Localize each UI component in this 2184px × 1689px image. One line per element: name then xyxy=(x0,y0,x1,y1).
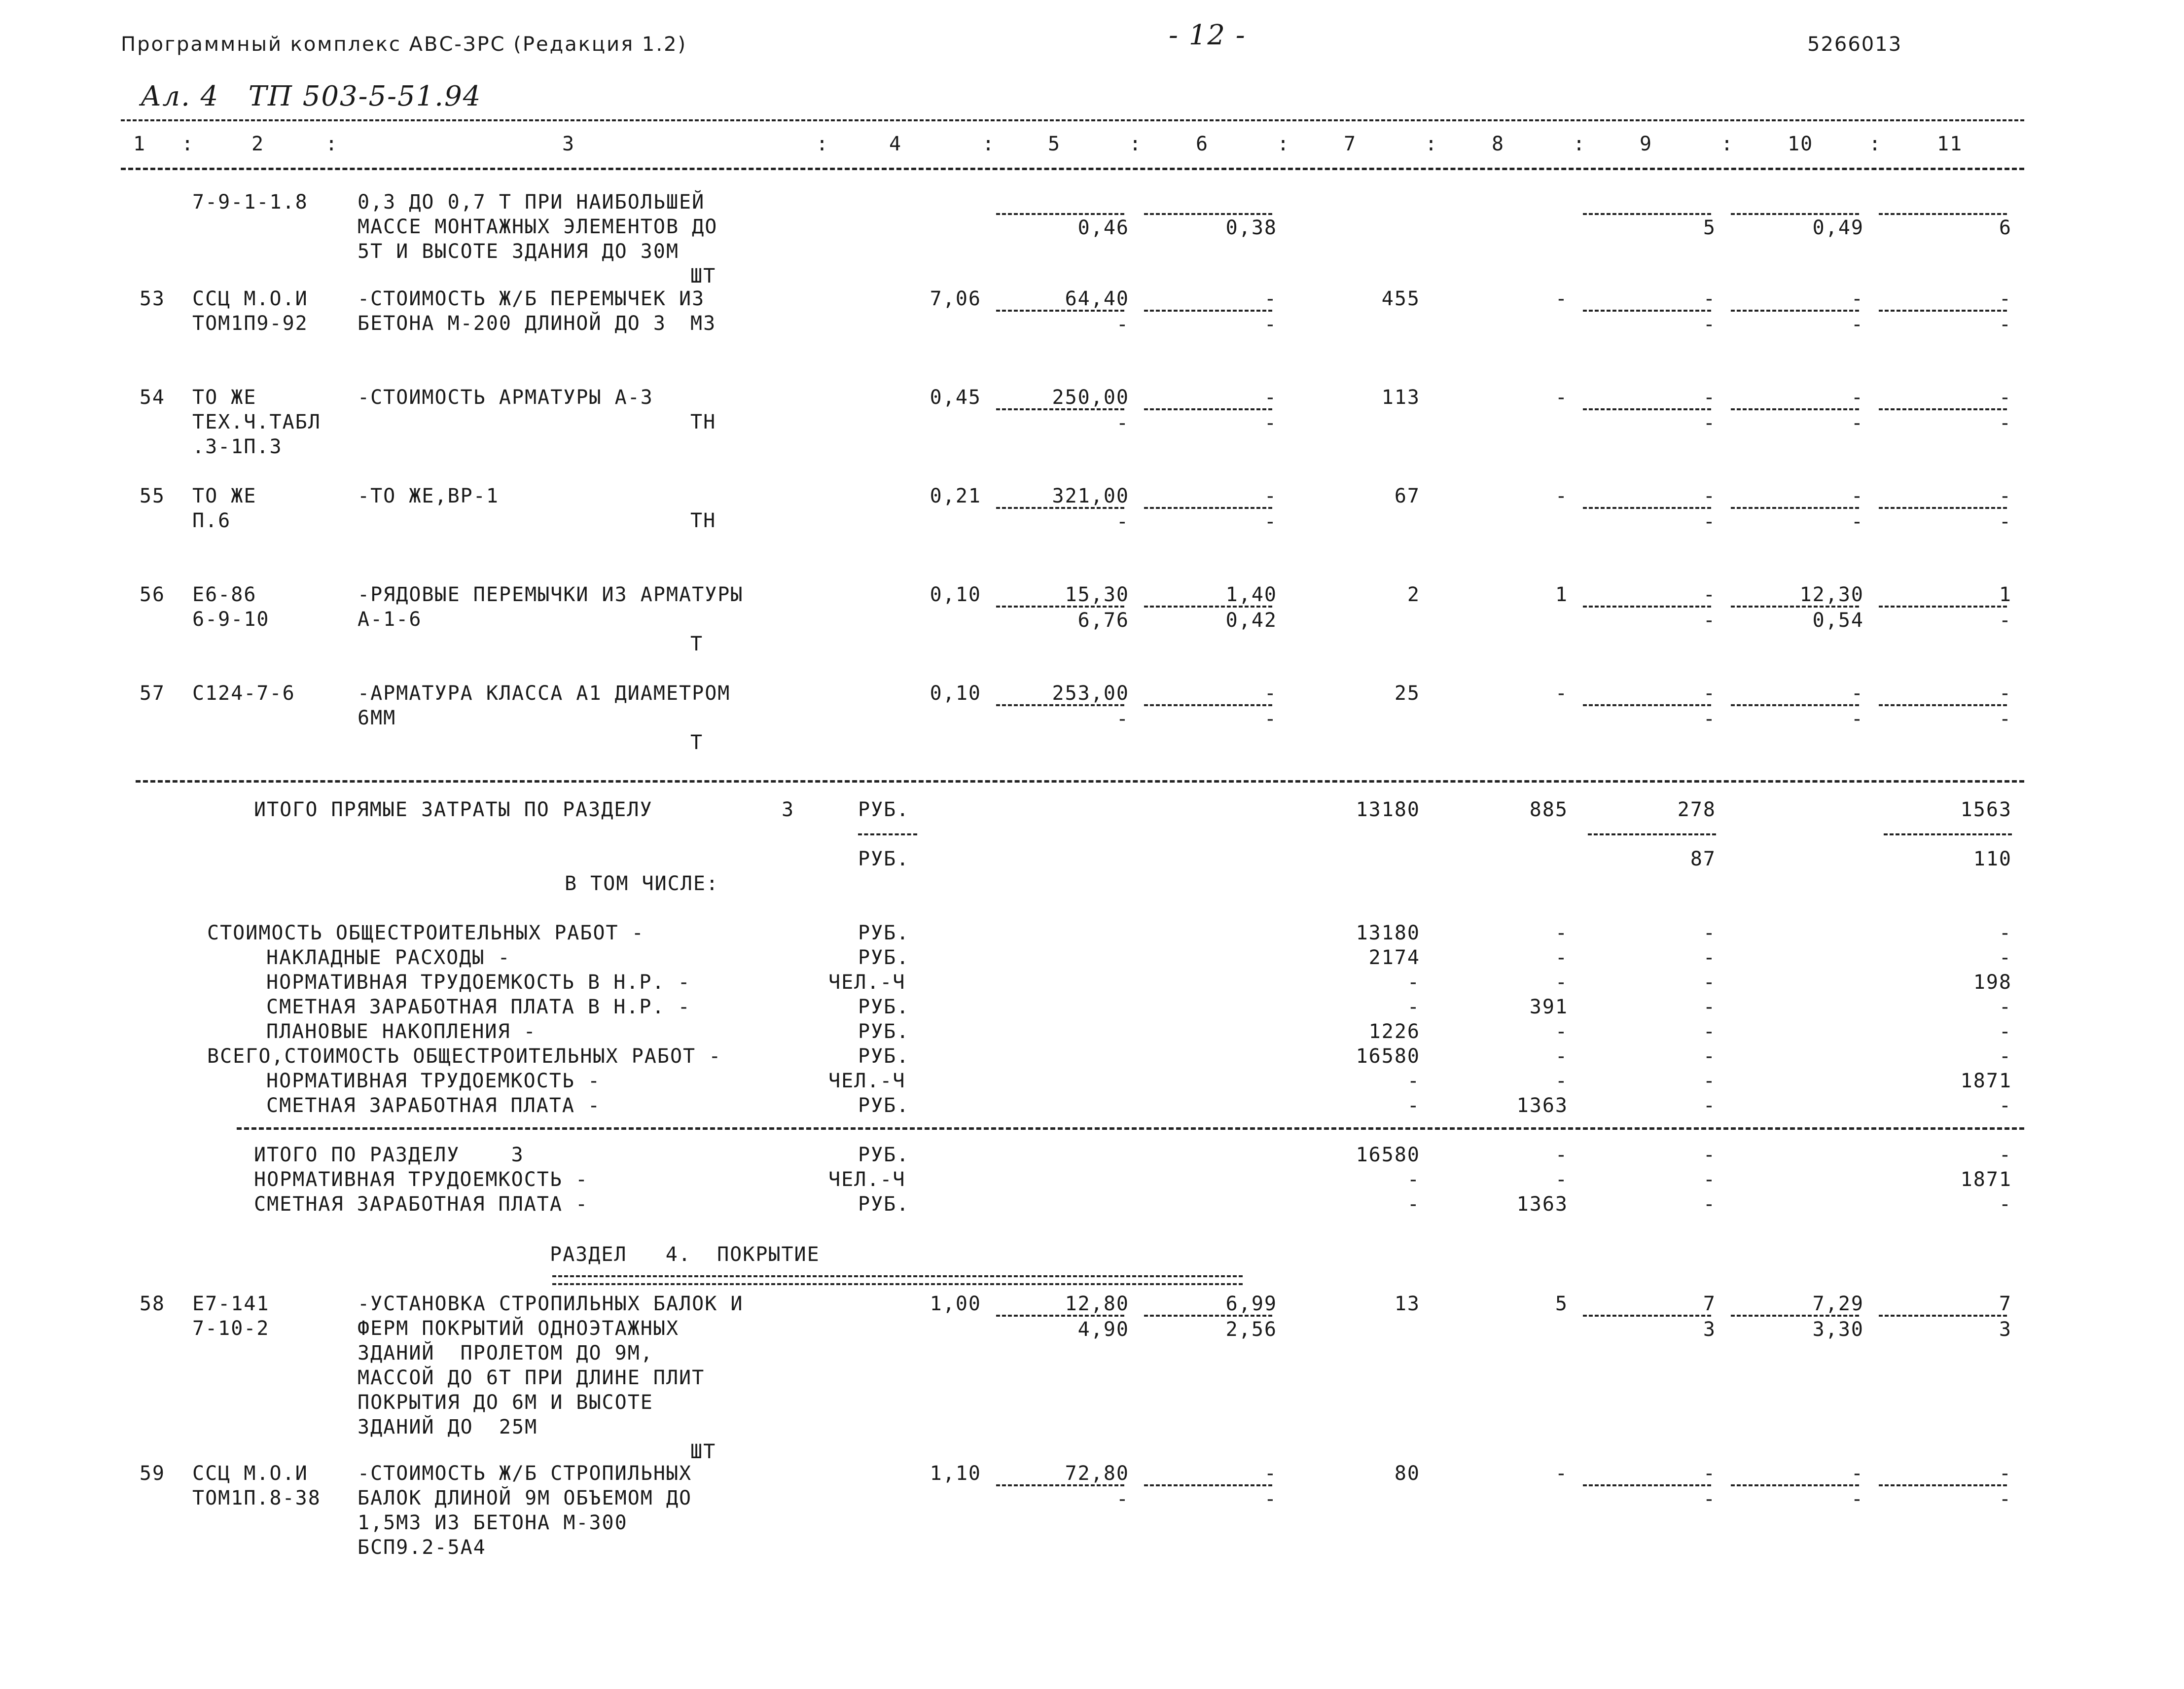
breakdown-unit: РУБ. xyxy=(858,1045,910,1068)
row-description: -РЯДОВЫЕ ПЕРЕМЫЧКИ ИЗ АРМАТУРЫ xyxy=(358,583,744,606)
col6-sub-value: 0,42 xyxy=(1225,609,1277,632)
breakdown-col8: - xyxy=(1555,1070,1568,1092)
row-code: С124-7-6 xyxy=(192,682,295,705)
col6-sub-value: - xyxy=(1264,412,1277,434)
col10-sub-value: - xyxy=(1851,313,1864,336)
cell-divider xyxy=(1731,1484,1859,1486)
col10-sub-value: - xyxy=(1851,708,1864,730)
cell-divider xyxy=(1583,1315,1711,1317)
breakdown-unit: РУБ. xyxy=(858,996,910,1018)
totals-col7: 13180 xyxy=(1356,798,1420,821)
col5-sub-value: 6,76 xyxy=(1077,609,1129,632)
row-number: 59 xyxy=(139,1462,165,1485)
col-sep: : xyxy=(982,133,996,155)
section-total-col7: 16580 xyxy=(1356,1144,1420,1166)
breakdown-col8: - xyxy=(1555,1045,1568,1068)
col5-sub-value: - xyxy=(1116,1488,1129,1510)
col9-sub-value: - xyxy=(1703,510,1716,533)
col9-value: - xyxy=(1703,485,1716,507)
including-label: В ТОМ ЧИСЛЕ: xyxy=(565,872,719,895)
row-number: 57 xyxy=(139,682,165,705)
cell-divider xyxy=(1879,310,2007,312)
cell-divider xyxy=(1879,213,2007,215)
col-sep: : xyxy=(1425,133,1438,155)
breakdown-col9: - xyxy=(1703,946,1716,969)
row-description: 5Т И ВЫСОТЕ ЗДАНИЯ ДО 30М xyxy=(358,240,680,263)
col-sep: : xyxy=(1129,133,1143,155)
row-code: ТЕХ.Ч.ТАБЛ xyxy=(192,411,321,433)
cell-divider xyxy=(1583,408,1711,410)
row-description: 1,5М3 ИЗ БЕТОНА М-300 xyxy=(358,1511,628,1534)
row-code: П.6 xyxy=(192,509,231,532)
row-code: .3-1П.3 xyxy=(192,435,283,458)
col4-value: 7,06 xyxy=(930,287,981,310)
section-total-col11: - xyxy=(1999,1144,2012,1166)
breakdown-col11: - xyxy=(1999,922,2012,944)
cell-divider xyxy=(1144,408,1272,410)
row-description: ЗДАНИЙ ПРОЛЕТОМ ДО 9М, xyxy=(358,1342,653,1365)
section-total-label: ИТОГО ПО РАЗДЕЛУ 3 xyxy=(254,1144,524,1166)
col8-value: - xyxy=(1555,287,1568,310)
breakdown-col9: - xyxy=(1703,1094,1716,1117)
col10-sub-value: 0,54 xyxy=(1812,609,1864,632)
breakdown-col11: 1871 xyxy=(1960,1070,2012,1092)
cell-divider xyxy=(1144,1484,1272,1486)
col11-value: - xyxy=(1999,1462,2012,1485)
col4-value: 0,10 xyxy=(930,682,981,705)
col9-sub-value: - xyxy=(1703,313,1716,336)
row-description: -УСТАНОВКА СТРОПИЛЬНЫХ БАЛОК И xyxy=(358,1293,744,1315)
row-number: 56 xyxy=(139,583,165,606)
row-code: ТО ЖЕ xyxy=(192,485,257,507)
row-code: 7-9-1-1.8 xyxy=(192,191,308,214)
col10-sub-value: 3,30 xyxy=(1812,1318,1864,1341)
totals-col9-second: 87 xyxy=(1690,848,1716,870)
col5-sub-value: - xyxy=(1116,412,1129,434)
col5-sub-value: 0,46 xyxy=(1077,216,1129,239)
row-unit: ШТ xyxy=(690,265,716,287)
breakdown-col8: 1363 xyxy=(1516,1094,1568,1117)
col-3: 3 xyxy=(562,133,575,155)
col6-value: 1,40 xyxy=(1225,583,1277,606)
col11-sub-value: - xyxy=(1999,1488,2012,1510)
cell-divider xyxy=(1879,408,2007,410)
col11-sub-value: 3 xyxy=(1999,1318,2012,1341)
row-description: МАССОЙ ДО 6Т ПРИ ДЛИНЕ ПЛИТ xyxy=(358,1366,705,1389)
col-sep: : xyxy=(325,133,339,155)
cell-divider xyxy=(996,606,1124,608)
col7-value: 113 xyxy=(1381,386,1420,409)
cell-divider xyxy=(1731,310,1859,312)
section-total-col8: - xyxy=(1555,1168,1568,1191)
totals-col11-second: 110 xyxy=(1973,848,2012,870)
col9-sub-value: - xyxy=(1703,708,1716,730)
row-code: ТОМ1П.8-38 xyxy=(192,1487,321,1509)
col11-sub-value: - xyxy=(1999,313,2012,336)
col-2: 2 xyxy=(251,133,265,155)
col6-value: - xyxy=(1264,682,1277,705)
breakdown-label: ПЛАНОВЫЕ НАКОПЛЕНИЯ - xyxy=(266,1020,537,1043)
col-7: 7 xyxy=(1344,133,1357,155)
breakdown-col11: - xyxy=(1999,1045,2012,1068)
cell-divider xyxy=(1879,1484,2007,1486)
breakdown-label: СТОИМОСТЬ ОБЩЕСТРОИТЕЛЬНЫХ РАБОТ - xyxy=(207,922,644,944)
breakdown-col7: 13180 xyxy=(1356,922,1420,944)
breakdown-col8: - xyxy=(1555,922,1568,944)
col5-sub-value: - xyxy=(1116,313,1129,336)
cell-divider xyxy=(1879,606,2007,608)
row-description: ЗДАНИЙ ДО 25М xyxy=(358,1416,538,1438)
col6-value: - xyxy=(1264,1462,1277,1485)
col11-value: 7 xyxy=(1999,1293,2012,1315)
totals-underline-col9 xyxy=(1588,833,1716,835)
col9-value: - xyxy=(1703,1462,1716,1485)
cell-divider xyxy=(1583,1484,1711,1486)
cell-divider xyxy=(1731,606,1859,608)
col10-value: - xyxy=(1851,386,1864,409)
breakdown-label: СМЕТНАЯ ЗАРАБОТНАЯ ПЛАТА В Н.Р. - xyxy=(266,996,691,1018)
col9-sub-value: - xyxy=(1703,412,1716,434)
col10-sub-value: - xyxy=(1851,1488,1864,1510)
col7-value: 80 xyxy=(1394,1462,1420,1485)
col10-sub-value: - xyxy=(1851,510,1864,533)
cell-divider xyxy=(1879,507,2007,509)
col9-value: - xyxy=(1703,386,1716,409)
cell-divider xyxy=(996,507,1124,509)
col7-value: 67 xyxy=(1394,485,1420,507)
totals-label: ИТОГО ПРЯМЫЕ ЗАТРАТЫ ПО РАЗДЕЛУ xyxy=(254,798,653,821)
page-number: - 12 - xyxy=(1169,19,1246,51)
section-total-col8: 1363 xyxy=(1516,1193,1568,1216)
col10-value: 7,29 xyxy=(1812,1293,1864,1315)
row-description: БСП9.2-5А4 xyxy=(358,1536,486,1559)
col11-value: 1 xyxy=(1999,583,2012,606)
breakdown-col7: 16580 xyxy=(1356,1045,1420,1068)
row-unit: М3 xyxy=(690,312,716,335)
col-10: 10 xyxy=(1788,133,1814,155)
col5-value: 72,80 xyxy=(1065,1462,1129,1485)
row-unit: Т xyxy=(690,731,704,754)
section-total-col11: - xyxy=(1999,1193,2012,1216)
section-total-label: СМЕТНАЯ ЗАРАБОТНАЯ ПЛАТА - xyxy=(254,1193,589,1216)
cell-divider xyxy=(996,704,1124,706)
breakdown-col11: 198 xyxy=(1973,971,2012,994)
col-11: 11 xyxy=(1937,133,1963,155)
col6-sub-value: - xyxy=(1264,313,1277,336)
breakdown-unit: РУБ. xyxy=(858,946,910,969)
row-description: БЕТОНА М-200 ДЛИНОЙ ДО 3 xyxy=(358,312,666,335)
col9-sub-value: 3 xyxy=(1703,1318,1716,1341)
col10-sub-value: - xyxy=(1851,412,1864,434)
col-sep: : xyxy=(816,133,829,155)
col9-value: - xyxy=(1703,287,1716,310)
section-total-col11: 1871 xyxy=(1960,1168,2012,1191)
col10-value: - xyxy=(1851,682,1864,705)
col4-value: 0,21 xyxy=(930,485,981,507)
totals-unit: РУБ. xyxy=(858,798,910,821)
row-code: ТО ЖЕ xyxy=(192,386,257,409)
col-9: 9 xyxy=(1640,133,1653,155)
document-code: 5266013 xyxy=(1807,33,1902,56)
col8-value: 1 xyxy=(1555,583,1568,606)
col8-value: - xyxy=(1555,1462,1568,1485)
totals-col8: 885 xyxy=(1529,798,1568,821)
col4-value: 0,45 xyxy=(930,386,981,409)
cell-divider xyxy=(1731,1315,1859,1317)
col8-value: - xyxy=(1555,485,1568,507)
row-description: А-1-6 xyxy=(358,608,422,631)
breakdown-col7: - xyxy=(1407,971,1420,994)
col5-value: 12,80 xyxy=(1065,1293,1129,1315)
cell-divider xyxy=(1583,606,1711,608)
row-description: -СТОИМОСТЬ Ж/Б СТРОПИЛЬНЫХ xyxy=(358,1462,692,1485)
col6-value: - xyxy=(1264,485,1277,507)
cell-divider xyxy=(1583,213,1711,215)
breakdown-col11: - xyxy=(1999,996,2012,1018)
col9-sub-value: - xyxy=(1703,609,1716,632)
totals-section: 3 xyxy=(782,798,795,821)
row-description: -СТОИМОСТЬ Ж/Б ПЕРЕМЫЧЕК ИЗ xyxy=(358,287,705,310)
breakdown-unit: РУБ. xyxy=(858,1020,910,1043)
col9-value: - xyxy=(1703,682,1716,705)
row-code: 7-10-2 xyxy=(192,1317,270,1340)
cell-divider xyxy=(1731,704,1859,706)
row-number: 55 xyxy=(139,485,165,507)
col-1: 1 xyxy=(133,133,146,155)
cell-divider xyxy=(996,310,1124,312)
col5-value: 15,30 xyxy=(1065,583,1129,606)
breakdown-label: НОРМАТИВНАЯ ТРУДОЕМКОСТЬ В Н.Р. - xyxy=(266,971,691,994)
breakdown-col8: - xyxy=(1555,1020,1568,1043)
section-total-col8: - xyxy=(1555,1144,1568,1166)
breakdown-label: НАКЛАДНЫЕ РАСХОДЫ - xyxy=(266,946,511,969)
breakdown-col7: - xyxy=(1407,996,1420,1018)
section-total-col9: - xyxy=(1703,1168,1716,1191)
sheet-reference: Ал. 4 ТП 503-5-51.94 xyxy=(141,80,482,112)
col11-sub-value: - xyxy=(1999,708,2012,730)
breakdown-label: ВСЕГО,СТОИМОСТЬ ОБЩЕСТРОИТЕЛЬНЫХ РАБОТ - xyxy=(207,1045,722,1068)
totals-rule xyxy=(136,780,2024,783)
section-total-unit: РУБ. xyxy=(858,1144,910,1166)
breakdown-col9: - xyxy=(1703,922,1716,944)
col6-value: 6,99 xyxy=(1225,1293,1277,1315)
col6-sub-value: 0,38 xyxy=(1225,216,1277,239)
cell-divider xyxy=(1144,606,1272,608)
breakdown-col7: 2174 xyxy=(1368,946,1420,969)
col6-value: - xyxy=(1264,287,1277,310)
col11-value: - xyxy=(1999,287,2012,310)
row-description: -АРМАТУРА КЛАССА А1 ДИАМЕТРОМ xyxy=(358,682,731,705)
col5-value: 253,00 xyxy=(1052,682,1129,705)
col5-sub-value: - xyxy=(1116,510,1129,533)
col10-value: - xyxy=(1851,287,1864,310)
breakdown-col11: - xyxy=(1999,1094,2012,1117)
col6-sub-value: - xyxy=(1264,510,1277,533)
breakdown-col9: - xyxy=(1703,971,1716,994)
row-code: ТОМ1П9-92 xyxy=(192,312,308,335)
breakdown-col9: - xyxy=(1703,996,1716,1018)
col11-value: - xyxy=(1999,386,2012,409)
col7-value: 25 xyxy=(1394,682,1420,705)
col-6: 6 xyxy=(1196,133,1209,155)
col-sep: : xyxy=(1869,133,1882,155)
col7-value: 2 xyxy=(1407,583,1420,606)
section-total-rule xyxy=(237,1127,2024,1130)
breakdown-col8: - xyxy=(1555,971,1568,994)
col4-value: 1,00 xyxy=(930,1293,981,1315)
col6-value: - xyxy=(1264,386,1277,409)
breakdown-col9: - xyxy=(1703,1070,1716,1092)
cell-divider xyxy=(1879,1315,2007,1317)
section-total-col7: - xyxy=(1407,1193,1420,1216)
row-description: -СТОИМОСТЬ АРМАТУРЫ А-3 xyxy=(358,386,653,409)
row-description: ПОКРЫТИЯ ДО 6М И ВЫСОТЕ xyxy=(358,1391,653,1414)
cell-divider xyxy=(996,213,1124,215)
col11-value: - xyxy=(1999,485,2012,507)
row-code: Е7-141 xyxy=(192,1293,270,1315)
row-description: -ТО ЖЕ,ВР-1 xyxy=(358,485,499,507)
col-4: 4 xyxy=(889,133,902,155)
header-rule xyxy=(121,168,2024,170)
cell-divider xyxy=(996,1484,1124,1486)
col6-sub-value: - xyxy=(1264,1488,1277,1510)
breakdown-col11: - xyxy=(1999,1020,2012,1043)
totals-unit-second: РУБ. xyxy=(858,848,910,870)
col9-sub-value: - xyxy=(1703,1488,1716,1510)
cell-divider xyxy=(1731,507,1859,509)
cell-divider xyxy=(1731,213,1859,215)
col10-value: - xyxy=(1851,1462,1864,1485)
row-unit: ТН xyxy=(690,411,716,433)
row-description: МАССЕ МОНТАЖНЫХ ЭЛЕМЕНТОВ ДО xyxy=(358,216,718,238)
col9-sub-value: 5 xyxy=(1703,216,1716,239)
section-total-label: НОРМАТИВНАЯ ТРУДОЕМКОСТЬ - xyxy=(254,1168,589,1191)
cell-divider xyxy=(996,1315,1124,1317)
breakdown-unit: РУБ. xyxy=(858,922,910,944)
col10-value: 12,30 xyxy=(1799,583,1864,606)
row-description: 0,3 ДО 0,7 Т ПРИ НАИБОЛЬШЕЙ xyxy=(358,191,705,214)
col11-sub-value: - xyxy=(1999,412,2012,434)
section-total-col9: - xyxy=(1703,1144,1716,1166)
section-total-col9: - xyxy=(1703,1193,1716,1216)
section4-title: РАЗДЕЛ 4. ПОКРЫТИЕ xyxy=(550,1243,820,1266)
totals-underline-col11 xyxy=(1884,833,2012,835)
col4-value: 0,10 xyxy=(930,583,981,606)
col11-sub-value: 6 xyxy=(1999,216,2012,239)
col11-sub-value: - xyxy=(1999,510,2012,533)
row-unit: ТН xyxy=(690,509,716,532)
section-total-col7: - xyxy=(1407,1168,1420,1191)
col10-value: - xyxy=(1851,485,1864,507)
breakdown-unit: ЧЕЛ.-Ч xyxy=(828,971,906,994)
row-description: 6ММ xyxy=(358,707,396,729)
col11-sub-value: - xyxy=(1999,609,2012,632)
col8-value: 5 xyxy=(1555,1293,1568,1315)
totals-col9: 278 xyxy=(1677,798,1716,821)
col-sep: : xyxy=(1721,133,1734,155)
row-description: БАЛОК ДЛИНОЙ 9М ОБЪЕМОМ ДО xyxy=(358,1487,692,1509)
cell-divider xyxy=(1144,507,1272,509)
breakdown-unit: РУБ. xyxy=(858,1094,910,1117)
cell-divider xyxy=(1583,507,1711,509)
row-number: 58 xyxy=(139,1293,165,1315)
cell-divider xyxy=(1144,213,1272,215)
col9-value: 7 xyxy=(1703,1293,1716,1315)
breakdown-col7: 1226 xyxy=(1368,1020,1420,1043)
col-8: 8 xyxy=(1492,133,1505,155)
cell-divider xyxy=(1144,704,1272,706)
row-code: ССЦ М.О.И xyxy=(192,1462,308,1485)
col4-value: 1,10 xyxy=(930,1462,981,1485)
col8-value: - xyxy=(1555,386,1568,409)
row-number: 54 xyxy=(139,386,165,409)
cell-divider xyxy=(1144,1315,1272,1317)
row-code: Е6-86 xyxy=(192,583,257,606)
program-title: Программный комплекс АВС-ЗРС (Редакция 1.2) xyxy=(121,33,687,56)
breakdown-label: НОРМАТИВНАЯ ТРУДОЕМКОСТЬ - xyxy=(266,1070,601,1092)
cell-divider xyxy=(996,408,1124,410)
breakdown-col7: - xyxy=(1407,1070,1420,1092)
breakdown-col9: - xyxy=(1703,1045,1716,1068)
col5-sub-value: 4,90 xyxy=(1077,1318,1129,1341)
breakdown-col9: - xyxy=(1703,1020,1716,1043)
cell-divider xyxy=(1731,408,1859,410)
col-sep: : xyxy=(181,133,195,155)
totals-underline-unit xyxy=(858,833,917,835)
col-sep: : xyxy=(1573,133,1586,155)
col7-value: 13 xyxy=(1394,1293,1420,1315)
section4-title-underline xyxy=(552,1275,1243,1285)
col5-value: 64,40 xyxy=(1065,287,1129,310)
col7-value: 455 xyxy=(1381,287,1420,310)
cell-divider xyxy=(1144,310,1272,312)
row-number: 53 xyxy=(139,287,165,310)
row-unit: ШТ xyxy=(690,1440,716,1463)
col5-sub-value: - xyxy=(1116,708,1129,730)
col5-value: 321,00 xyxy=(1052,485,1129,507)
breakdown-col7: - xyxy=(1407,1094,1420,1117)
col-sep: : xyxy=(1277,133,1290,155)
col-5: 5 xyxy=(1048,133,1061,155)
cell-divider xyxy=(1583,704,1711,706)
section-total-unit: ЧЕЛ.-Ч xyxy=(828,1168,906,1191)
row-description: ФЕРМ ПОКРЫТИЙ ОДНОЭТАЖНЫХ xyxy=(358,1317,680,1340)
cell-divider xyxy=(1879,704,2007,706)
cell-divider xyxy=(1583,310,1711,312)
breakdown-col11: - xyxy=(1999,946,2012,969)
breakdown-label: СМЕТНАЯ ЗАРАБОТНАЯ ПЛАТА - xyxy=(266,1094,601,1117)
col10-sub-value: 0,49 xyxy=(1812,216,1864,239)
col6-sub-value: - xyxy=(1264,708,1277,730)
col11-value: - xyxy=(1999,682,2012,705)
breakdown-col8: - xyxy=(1555,946,1568,969)
row-unit: Т xyxy=(690,633,704,655)
col9-value: - xyxy=(1703,583,1716,606)
col5-value: 250,00 xyxy=(1052,386,1129,409)
col6-sub-value: 2,56 xyxy=(1225,1318,1277,1341)
totals-col11: 1563 xyxy=(1960,798,2012,821)
col8-value: - xyxy=(1555,682,1568,705)
section-total-unit: РУБ. xyxy=(858,1193,910,1216)
row-code: 6-9-10 xyxy=(192,608,270,631)
breakdown-unit: ЧЕЛ.-Ч xyxy=(828,1070,906,1092)
sheet-reference-underline xyxy=(121,119,2024,121)
breakdown-col8: 391 xyxy=(1529,996,1568,1018)
row-code: ССЦ М.О.И xyxy=(192,287,308,310)
